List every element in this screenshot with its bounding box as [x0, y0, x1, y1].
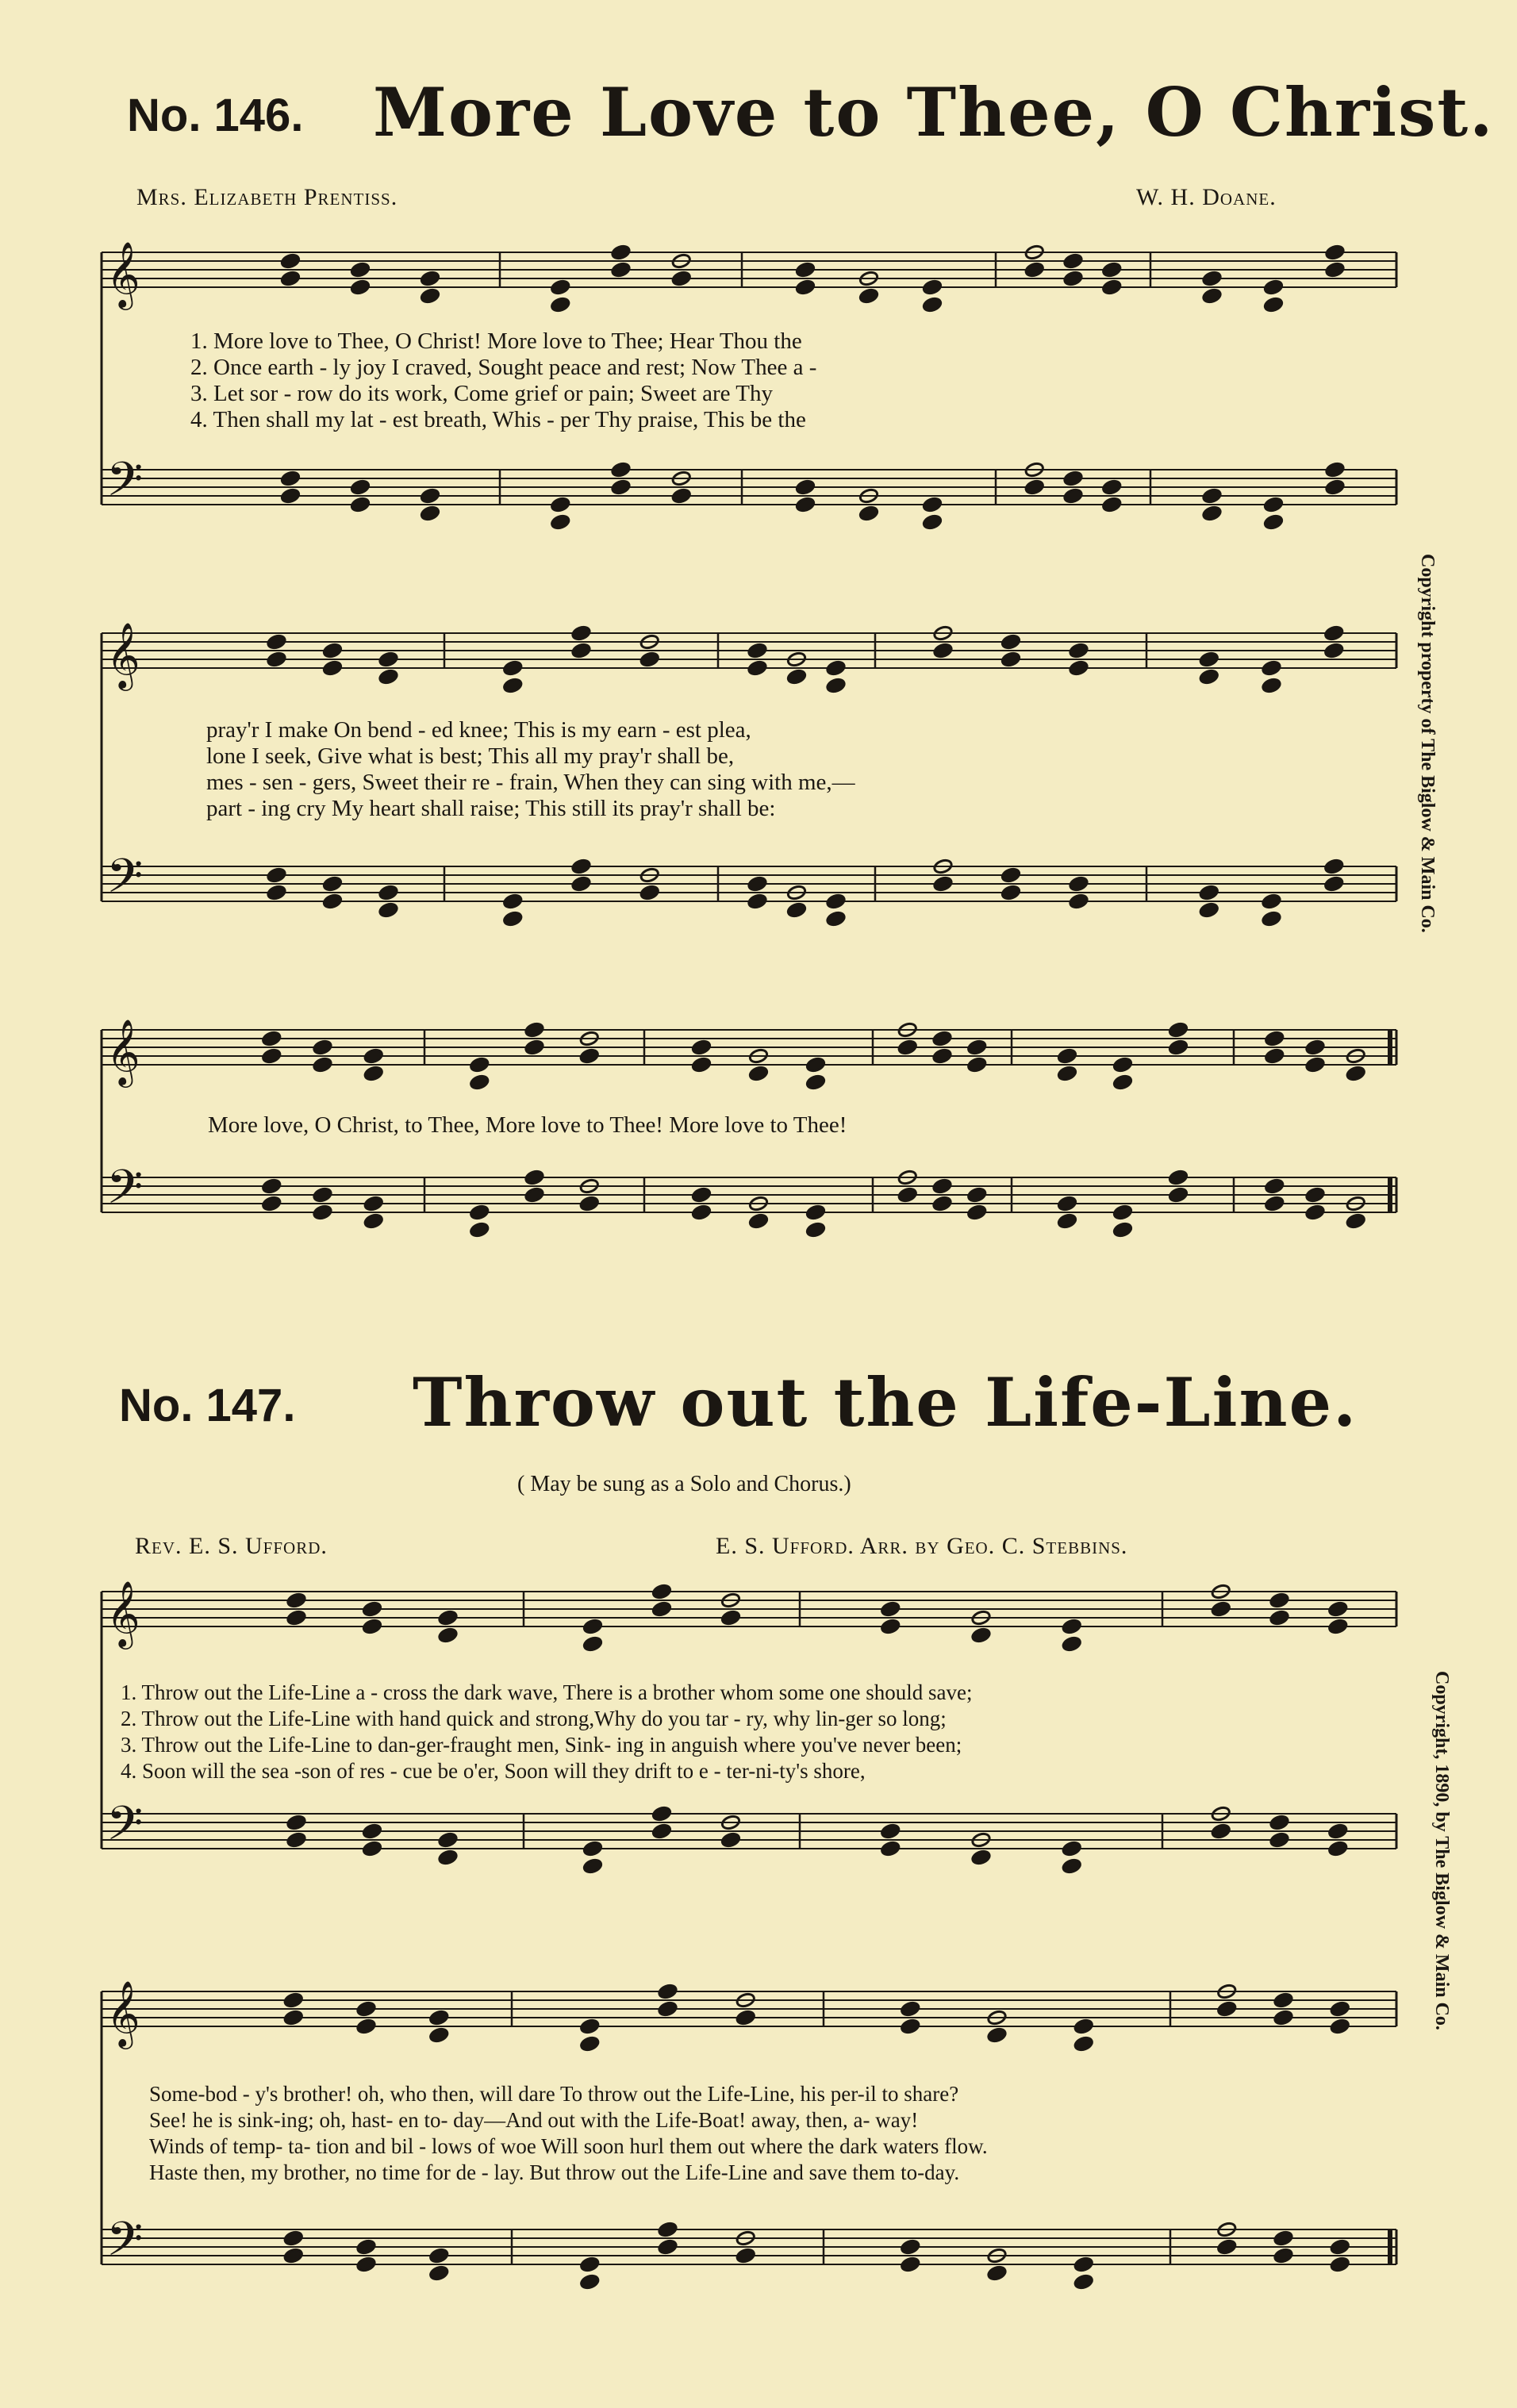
- note-head: [438, 1627, 458, 1644]
- note-head: [350, 279, 370, 296]
- note-head: [747, 660, 767, 677]
- note-head: [1112, 1057, 1132, 1073]
- note-head: [1263, 497, 1283, 513]
- note-head: [356, 2001, 376, 2018]
- note-head: [987, 2265, 1007, 2282]
- note-head: [551, 514, 570, 531]
- note-head: [283, 1992, 303, 2009]
- note-head: [671, 271, 691, 287]
- note-head: [1324, 625, 1344, 642]
- note-head: [356, 2239, 376, 2256]
- note-head: [363, 1048, 383, 1065]
- note-head: [262, 1048, 282, 1065]
- note-head: [267, 651, 286, 668]
- note-head: [747, 893, 767, 910]
- note-head: [1102, 279, 1122, 296]
- note-head: [429, 2248, 449, 2264]
- note-head: [651, 1584, 671, 1600]
- note-head: [826, 660, 846, 677]
- note-head: [691, 1057, 711, 1073]
- note-head: [720, 1610, 740, 1626]
- note-head: [1057, 1048, 1077, 1065]
- hymn-147-verse-3-line-1: 3. Throw out the Life-Line to dan-ger-fraught men, Sink- ing in anguish where you've never been;: [121, 1733, 962, 1757]
- note-head: [582, 1619, 602, 1635]
- note-head: [1063, 271, 1083, 287]
- note-head: [1305, 1187, 1325, 1204]
- note-head: [1328, 1823, 1348, 1840]
- note-head: [1073, 2018, 1093, 2035]
- clef-symbol: 𝄢: [106, 1795, 144, 1862]
- note-head: [1263, 279, 1283, 296]
- note-head: [901, 2018, 920, 2035]
- note-head: [420, 271, 440, 287]
- note-head: [826, 911, 846, 927]
- note-head: [1024, 479, 1044, 496]
- hymn-146-verse-4-line-2: part - ing cry My heart shall raise; This still its pray'r shall be:: [206, 796, 776, 821]
- note-head: [1269, 1832, 1289, 1849]
- note-head: [362, 1841, 382, 1857]
- note-head: [313, 1204, 332, 1221]
- note-head: [1062, 1636, 1081, 1653]
- note-head: [987, 2027, 1007, 2044]
- hymn-146-verse-3-line-2: mes - sen - gers, Sweet their re - frain, When they can sing with me,—: [206, 770, 855, 795]
- note-head: [1328, 1601, 1348, 1618]
- note-head: [922, 514, 942, 531]
- note-head: [1330, 2256, 1350, 2273]
- note-head: [582, 1636, 602, 1653]
- note-head: [356, 2256, 376, 2273]
- note-head: [280, 488, 300, 505]
- note-head: [611, 462, 631, 478]
- note-head: [420, 488, 440, 505]
- note-head: [313, 1187, 332, 1204]
- note-head: [580, 2274, 600, 2291]
- note-head: [571, 625, 591, 642]
- note-head: [1199, 902, 1219, 919]
- note-head: [1262, 678, 1281, 694]
- note-head: [795, 479, 815, 496]
- note-head: [362, 1601, 382, 1618]
- note-head: [1062, 1841, 1081, 1857]
- clef-symbol: 𝄢: [106, 848, 144, 915]
- note-head: [280, 253, 300, 270]
- note-head: [378, 669, 398, 686]
- note-head: [1269, 1592, 1289, 1609]
- note-head: [858, 505, 878, 522]
- note-head: [1202, 505, 1222, 522]
- note-head: [1324, 858, 1344, 875]
- note-head: [503, 911, 523, 927]
- clef-symbol: 𝄞: [106, 1980, 140, 2046]
- note-head: [1073, 2256, 1093, 2273]
- note-head: [579, 1048, 599, 1065]
- hymn-146-title: More Love to Thee, O Christ.: [373, 73, 1495, 152]
- note-head: [429, 2265, 449, 2282]
- note-head: [420, 288, 440, 305]
- hymn-146-composer: W. H. Doane.: [1136, 184, 1277, 210]
- note-head: [582, 1858, 602, 1875]
- note-head: [1202, 488, 1222, 505]
- note-head: [881, 1601, 901, 1618]
- note-head: [524, 1187, 544, 1204]
- note-head: [1262, 893, 1281, 910]
- note-head: [932, 1196, 952, 1212]
- note-head: [881, 1619, 901, 1635]
- note-head: [551, 297, 570, 313]
- note-head: [267, 885, 286, 901]
- note-head: [438, 1832, 458, 1849]
- note-head: [735, 2248, 755, 2264]
- note-head: [1202, 288, 1222, 305]
- note-head: [1324, 876, 1344, 893]
- hymn-146-verse-1-line-1: 1. More love to Thee, O Christ! More love to Thee; Hear Thou the: [190, 328, 802, 354]
- hymn-146-chorus: More love, O Christ, to Thee, More love to Thee! More love to Thee!: [208, 1112, 847, 1138]
- note-head: [429, 2027, 449, 2044]
- note-head: [1069, 660, 1089, 677]
- note-head: [571, 643, 591, 659]
- note-head: [901, 2239, 920, 2256]
- note-head: [922, 497, 942, 513]
- note-head: [1112, 1204, 1132, 1221]
- note-head: [922, 297, 942, 313]
- hymn-147-title: Throw out the Life-Line.: [413, 1363, 1358, 1442]
- hymn-147-verse-4-line-1: 4. Soon will the sea -son of res - cue be o'er, Soon will they drift to e - ter-ni-ty's shore,: [121, 1759, 866, 1783]
- note-head: [363, 1213, 383, 1230]
- note-head: [658, 2001, 678, 2018]
- note-head: [1168, 1169, 1188, 1186]
- note-head: [1305, 1039, 1325, 1056]
- note-head: [747, 643, 767, 659]
- note-head: [901, 2256, 920, 2273]
- clef-symbol: 𝄞: [106, 621, 140, 688]
- hymn-147-verse-1-line-1: 1. Throw out the Life-Line a - cross the dark wave, There is a brother whom some one should save;: [121, 1680, 973, 1704]
- note-head: [1273, 1992, 1293, 2009]
- note-head: [283, 2010, 303, 2026]
- hymn-146-copyright: Copyright property of The Biglow & Main Co.: [1417, 554, 1438, 933]
- note-head: [971, 1627, 991, 1644]
- note-head: [691, 1187, 711, 1204]
- hymn-146-verse-2-line-1: 2. Once earth - ly joy I craved, Sought peace and rest; Now Thee a -: [190, 355, 817, 380]
- note-head: [901, 2001, 920, 2018]
- note-head: [1263, 297, 1283, 313]
- note-head: [1069, 643, 1089, 659]
- note-head: [579, 1196, 599, 1212]
- hymn-147-author: Rev. E. S. Ufford.: [135, 1533, 328, 1559]
- note-head: [897, 1039, 917, 1056]
- note-head: [1211, 1601, 1231, 1618]
- note-head: [1273, 2248, 1293, 2264]
- note-head: [580, 2036, 600, 2053]
- note-head: [795, 279, 815, 296]
- note-head: [805, 1074, 825, 1091]
- note-head: [691, 1039, 711, 1056]
- hymn-146-verse-4-line-1: 4. Then shall my lat - est breath, Whis - per Thy praise, This be the: [190, 407, 806, 432]
- note-head: [1199, 669, 1219, 686]
- clef-symbol: 𝄞: [106, 1580, 140, 1646]
- note-head: [1057, 1213, 1077, 1230]
- note-head: [639, 885, 659, 901]
- note-head: [571, 858, 591, 875]
- note-head: [1202, 271, 1222, 287]
- note-head: [1346, 1213, 1365, 1230]
- note-head: [350, 497, 370, 513]
- note-head: [322, 660, 342, 677]
- note-head: [611, 262, 631, 278]
- note-head: [470, 1204, 490, 1221]
- note-head: [1325, 479, 1345, 496]
- clef-symbol: 𝄞: [106, 1018, 140, 1085]
- note-head: [378, 651, 398, 668]
- clef-symbol: 𝄞: [106, 240, 140, 307]
- note-head: [795, 497, 815, 513]
- note-head: [1217, 2239, 1237, 2256]
- note-head: [1000, 885, 1020, 901]
- hymn-146-verse-2-line-2: lone I seek, Give what is best; This all my pray'r shall be,: [206, 743, 735, 769]
- hymn-147-verse-1-line-2: Some-bod - y's brother! oh, who then, will dare To throw out the Life-Line, his per-il to share?: [149, 2082, 959, 2106]
- note-head: [1199, 651, 1219, 668]
- note-head: [971, 1849, 991, 1866]
- note-head: [1000, 867, 1020, 884]
- note-head: [658, 2239, 678, 2256]
- note-head: [1063, 488, 1083, 505]
- note-head: [1069, 893, 1089, 910]
- note-head: [658, 1984, 678, 2000]
- note-head: [1346, 1066, 1365, 1082]
- note-head: [933, 643, 953, 659]
- note-head: [651, 1823, 671, 1840]
- note-head: [378, 885, 398, 901]
- note-head: [1062, 1619, 1081, 1635]
- note-head: [611, 244, 631, 261]
- note-head: [503, 893, 523, 910]
- note-head: [322, 893, 342, 910]
- note-head: [1024, 262, 1044, 278]
- hymn-147-composer: E. S. Ufford. Arr. by Geo. C. Stebbins.: [716, 1533, 1128, 1559]
- note-head: [286, 1610, 306, 1626]
- note-head: [1265, 1031, 1285, 1047]
- note-head: [1211, 1823, 1231, 1840]
- note-head: [470, 1222, 490, 1239]
- note-head: [262, 1178, 282, 1195]
- note-head: [322, 876, 342, 893]
- note-head: [1265, 1196, 1285, 1212]
- note-head: [503, 660, 523, 677]
- note-head: [524, 1022, 544, 1039]
- hymn-146-verse-3-line-1: 3. Let sor - row do its work, Come grief or pain; Sweet are Thy: [190, 381, 773, 406]
- note-head: [1265, 1178, 1285, 1195]
- clef-symbol: 𝄢: [106, 451, 144, 518]
- note-head: [1073, 2274, 1093, 2291]
- note-head: [881, 1823, 901, 1840]
- note-head: [1199, 885, 1219, 901]
- note-head: [362, 1619, 382, 1635]
- note-head: [747, 876, 767, 893]
- note-head: [932, 1048, 952, 1065]
- note-head: [363, 1196, 383, 1212]
- note-head: [470, 1074, 490, 1091]
- note-head: [691, 1204, 711, 1221]
- note-head: [933, 876, 953, 893]
- hymn-146-number: No. 146.: [127, 90, 304, 141]
- note-head: [580, 2256, 600, 2273]
- note-head: [350, 262, 370, 278]
- note-head: [1328, 1841, 1348, 1857]
- note-head: [1063, 470, 1083, 487]
- note-head: [1102, 497, 1122, 513]
- note-head: [1063, 253, 1083, 270]
- note-head: [1269, 1610, 1289, 1626]
- note-head: [1168, 1187, 1188, 1204]
- note-head: [1263, 514, 1283, 531]
- note-head: [671, 488, 691, 505]
- note-head: [1325, 244, 1345, 261]
- note-head: [524, 1039, 544, 1056]
- note-head: [1057, 1066, 1077, 1082]
- note-head: [826, 893, 846, 910]
- note-head: [283, 2230, 303, 2247]
- note-head: [967, 1187, 987, 1204]
- note-head: [786, 669, 806, 686]
- hymn-147-number: No. 147.: [119, 1380, 296, 1431]
- note-head: [651, 1601, 671, 1618]
- note-head: [1168, 1022, 1188, 1039]
- note-head: [1273, 2010, 1293, 2026]
- note-head: [748, 1066, 768, 1082]
- note-head: [1000, 634, 1020, 651]
- note-head: [881, 1841, 901, 1857]
- note-head: [805, 1222, 825, 1239]
- note-head: [639, 651, 659, 668]
- note-head: [932, 1178, 952, 1195]
- note-head: [362, 1823, 382, 1840]
- note-head: [267, 867, 286, 884]
- note-head: [524, 1169, 544, 1186]
- note-head: [378, 902, 398, 919]
- note-head: [932, 1031, 952, 1047]
- note-head: [897, 1187, 917, 1204]
- hymn-147-verse-2-line-1: 2. Throw out the Life-Line with hand quick and strong,Why do you tar - ry, why lin-ger so long;: [121, 1707, 947, 1730]
- note-head: [1330, 2018, 1350, 2035]
- note-head: [1325, 462, 1345, 478]
- note-head: [280, 271, 300, 287]
- note-head: [967, 1204, 987, 1221]
- note-head: [283, 2248, 303, 2264]
- note-head: [286, 1832, 306, 1849]
- note-head: [1057, 1196, 1077, 1212]
- hymn-147-copyright: Copyright, 1890, by The Biglow & Main Co.: [1431, 1671, 1452, 2030]
- note-head: [805, 1204, 825, 1221]
- note-head: [420, 505, 440, 522]
- note-head: [571, 876, 591, 893]
- note-head: [1102, 262, 1122, 278]
- note-head: [313, 1039, 332, 1056]
- note-head: [611, 479, 631, 496]
- note-head: [1330, 2239, 1350, 2256]
- note-head: [322, 643, 342, 659]
- note-head: [922, 279, 942, 296]
- note-head: [1324, 643, 1344, 659]
- note-head: [651, 1806, 671, 1822]
- note-head: [1328, 1619, 1348, 1635]
- note-head: [1102, 479, 1122, 496]
- note-head: [805, 1057, 825, 1073]
- note-head: [826, 678, 846, 694]
- note-head: [1069, 876, 1089, 893]
- note-head: [551, 497, 570, 513]
- note-head: [438, 1849, 458, 1866]
- note-head: [858, 288, 878, 305]
- hymn-147-verse-2-line-2: See! he is sink-ing; oh, hast- en to- day—And out with the Life-Boat! away, then, a- way!: [149, 2108, 919, 2132]
- note-head: [786, 902, 806, 919]
- clef-symbol: 𝄢: [106, 2211, 144, 2278]
- note-head: [280, 470, 300, 487]
- note-head: [1262, 911, 1281, 927]
- clef-symbol: 𝄢: [106, 1159, 144, 1226]
- note-head: [1262, 660, 1281, 677]
- note-head: [1269, 1815, 1289, 1831]
- hymn-147-verse-4-line-2: Haste then, my brother, no time for de - lay. But throw out the Life-Line and save them to-day.: [149, 2160, 960, 2184]
- hymn-146-author: Mrs. Elizabeth Prentiss.: [136, 184, 398, 210]
- note-head: [551, 279, 570, 296]
- note-head: [1062, 1858, 1081, 1875]
- note-head: [356, 2018, 376, 2035]
- note-head: [580, 2018, 600, 2035]
- note-head: [1073, 2036, 1093, 2053]
- note-head: [313, 1057, 332, 1073]
- note-head: [1305, 1057, 1325, 1073]
- note-head: [1112, 1074, 1132, 1091]
- note-head: [363, 1066, 383, 1082]
- note-head: [350, 479, 370, 496]
- note-head: [286, 1815, 306, 1831]
- note-head: [262, 1196, 282, 1212]
- note-head: [1325, 262, 1345, 278]
- note-head: [286, 1592, 306, 1609]
- note-head: [582, 1841, 602, 1857]
- note-head: [262, 1031, 282, 1047]
- note-head: [429, 2010, 449, 2026]
- note-head: [1000, 651, 1020, 668]
- note-head: [748, 1213, 768, 1230]
- note-head: [503, 678, 523, 694]
- note-head: [438, 1610, 458, 1626]
- hymn-147-verse-3-line-2: Winds of temp- ta- tion and bil - lows of woe Will soon hurl them out where the dark waters flow.: [149, 2134, 988, 2158]
- note-head: [735, 2010, 755, 2026]
- note-head: [1168, 1039, 1188, 1056]
- note-head: [658, 2222, 678, 2238]
- note-head: [267, 634, 286, 651]
- note-head: [967, 1039, 987, 1056]
- note-head: [720, 1832, 740, 1849]
- hymn-146-verse-1-line-2: pray'r I make On bend - ed knee; This is my earn - est plea,: [206, 717, 751, 743]
- note-head: [1265, 1048, 1285, 1065]
- hymn-147-subtitle: ( May be sung as a Solo and Chorus.): [517, 1472, 851, 1496]
- note-head: [1305, 1204, 1325, 1221]
- note-head: [795, 262, 815, 278]
- note-head: [470, 1057, 490, 1073]
- note-head: [1217, 2001, 1237, 2018]
- note-head: [1112, 1222, 1132, 1239]
- note-head: [967, 1057, 987, 1073]
- note-head: [1273, 2230, 1293, 2247]
- note-head: [1330, 2001, 1350, 2018]
